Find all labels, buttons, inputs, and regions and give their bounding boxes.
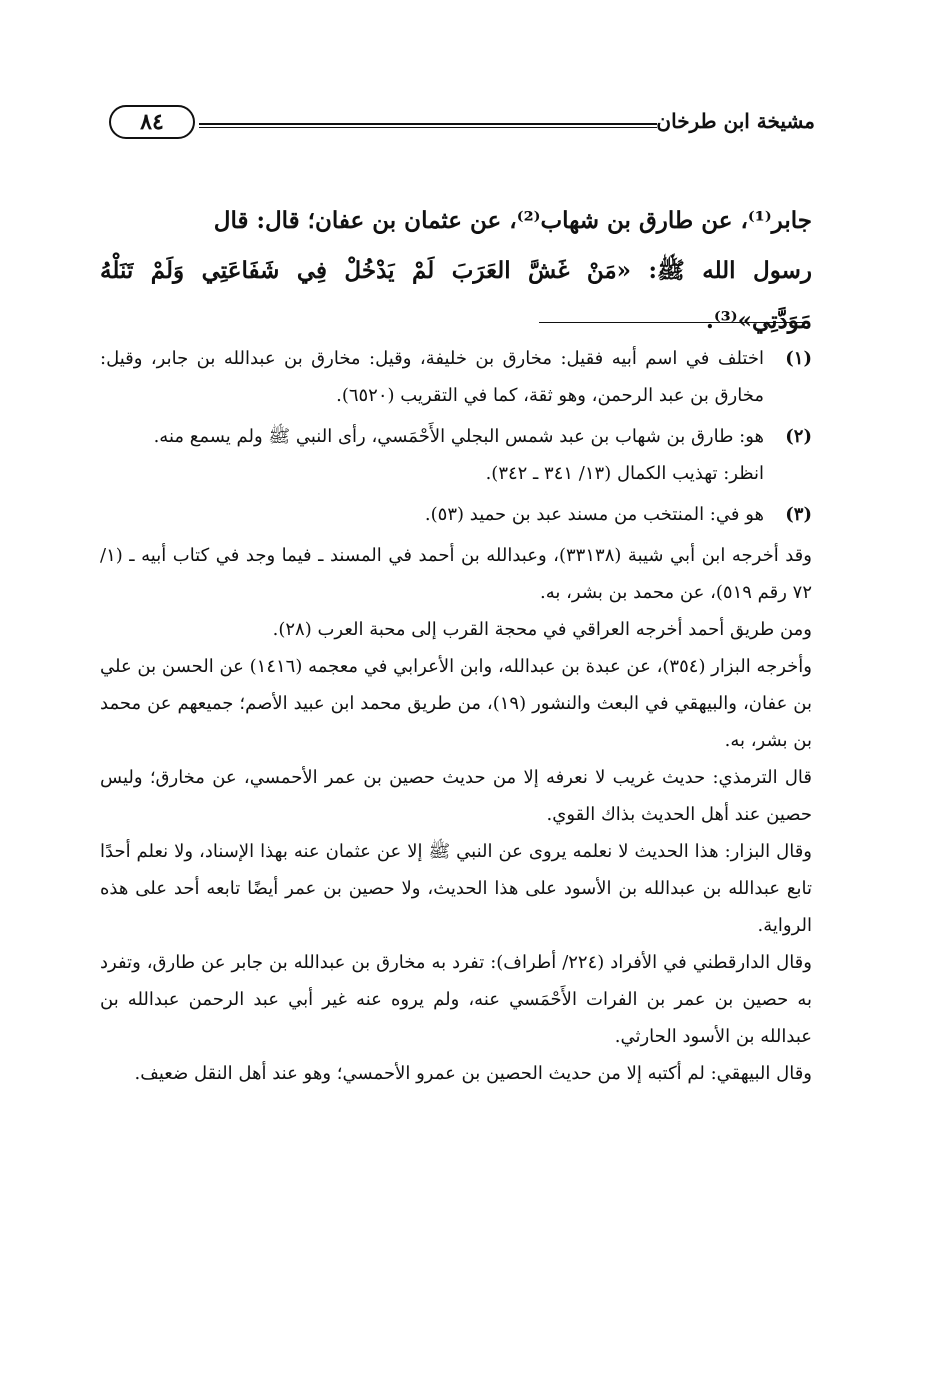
footnote-3 [100, 496, 812, 533]
footnote-3-continuation [100, 537, 812, 1092]
footnote-separator [539, 322, 809, 323]
footnote-paragraph: وقال البيهقي: لم أكتبه إلا من حديث الحصين بن عمرو الأحمسي؛ وهو عند أهل النقل ضعيف. [134, 1063, 812, 1084]
footnotes [100, 340, 812, 1092]
footnote-reference: انظر: تهذيب الكمال (١٣/ ٣٤١ ـ ٣٤٢). [485, 463, 764, 484]
page-number: ٨٤ [109, 105, 195, 139]
footnote-number: (٣) [785, 504, 812, 525]
main-text-line-1: جابر⁽¹⁾، عن طارق بن شهاب⁽²⁾، عن عثمان بن عفان؛ قال: قال [213, 207, 812, 234]
footnote-paragraph: وأخرجه البزار (٣٥٤)، عن عبدة بن عبدالله، وابن الأعرابي في معجمه (١٤١٦) عن الحسن بن علي بن عفان، والبيهقي في البعث والنشور (١٩)، من طريق محمد ابن عبيد الأصم؛ جميعهم عن محمد بن بشر، به. [100, 656, 812, 751]
page-header [95, 105, 815, 145]
main-text-line-2: رسول الله ﷺ: «مَنْ غَشَّ العَرَبَ لَمْ يَدْخُلْ فِي شَفَاعَتِي وَلَمْ تَنَلْهُ مَوَدَّتِي»⁽³⁾. [100, 257, 812, 334]
footnote-number: (١) [785, 348, 812, 369]
header-rule [199, 123, 657, 128]
footnote-paragraph: وقد أخرجه ابن أبي شيبة (٣٣١٣٨)، وعبدالله بن أحمد في المسند ـ فيما وجد في كتاب أبيه ـ (١/ ٧٢ رقم ٥١٩)، عن محمد بن بشر، به. [100, 545, 812, 603]
footnote-number: (٢) [785, 426, 812, 447]
page-title: مشيخة ابن طرخان [656, 109, 815, 133]
footnote-text: اختلف في اسم أبيه فقيل: مخارق بن خليفة، وقيل: مخارق بن عبدالله بن جابر، وقيل: مخارق بن عبد الرحمن، وهو ثقة، كما في التقريب (٦٥٢٠). [100, 348, 764, 406]
footnote-2 [100, 418, 812, 492]
footnote-1 [100, 340, 812, 414]
footnote-paragraph: وقال الدارقطني في الأفراد (٢٢٤/ أطراف): تفرد به مخارق بن عبدالله بن جابر عن طارق، وتفرد به حصين بن عمر بن الفرات الأَحْمَسي عنه، ولم يروه عنه غير أبي عبد الرحمن عبدالله بن عبدالله بن الأسود الحارثي. [100, 952, 812, 1047]
footnote-paragraph: قال الترمذي: حديث غريب لا نعرفه إلا من حديث حصين بن عمر الأحمسي، عن مخارق؛ وليس حصين عند أهل الحديث بذاك القوي. [100, 767, 812, 825]
main-text [100, 196, 812, 346]
footnote-text: هو: طارق بن شهاب بن عبد شمس البجلي الأَحْمَسي، رأى النبي ﷺ ولم يسمع منه. [153, 426, 764, 447]
footnote-paragraph: ومن طريق أحمد أخرجه العراقي في محجة القرب إلى محبة العرب (٢٨). [272, 619, 812, 640]
footnote-paragraph: وقال البزار: هذا الحديث لا نعلمه يروى عن النبي ﷺ إلا عن عثمان عنه بهذا الإسناد، ولا نعلم أحدًا تابع عبدالله بن عبدالله بن الأسود على هذا الحديث، ولا حصين بن عمر أيضًا تابعه أحد على هذه الرواية. [100, 841, 812, 936]
footnote-text: هو في: المنتخب من مسند عبد بن حميد (٥٣). [424, 504, 764, 525]
